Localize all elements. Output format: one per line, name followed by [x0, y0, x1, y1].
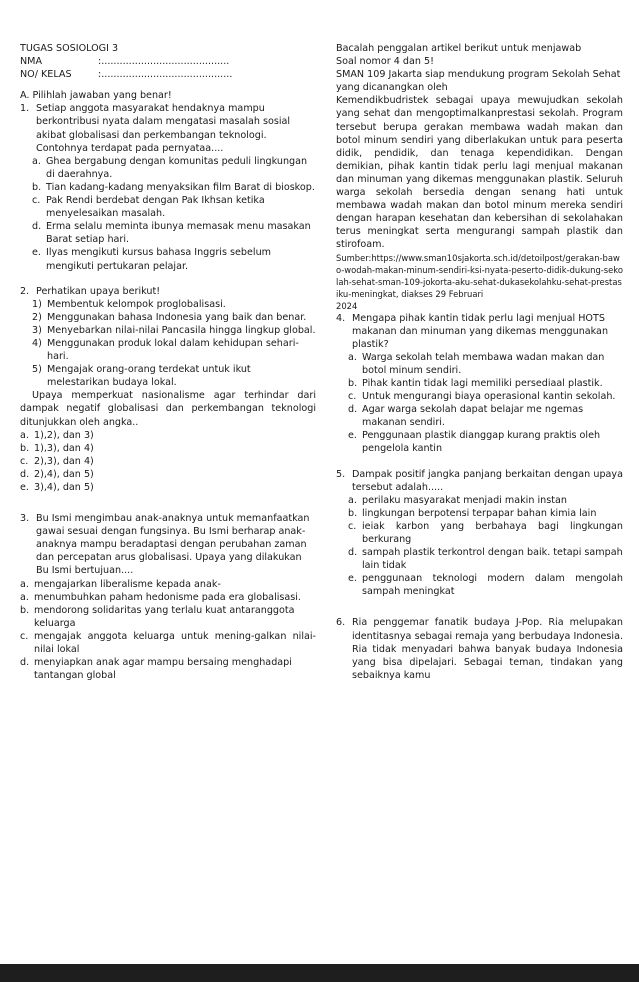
option [336, 377, 623, 390]
worksheet-title: TUGAS SOSIOLOGI 3 [20, 43, 119, 54]
option-text: mengajak anggota keluarga untuk mening-galkan nilai-nilai lokal [34, 630, 316, 656]
option-label: d. [348, 404, 358, 416]
option-text: Erma selalu meminta ibunya memasak menu masakan Barat setiap hari. [46, 221, 311, 246]
source-url: https://www.sman10sjakorta.sch.id/detoilpost/gerakan-bawo-wodah-makan-minum-sendiri-ksi-nyata-peserto-didik-dukung-sekolah-sehat-sman-109-jokorta-aku-sehat-dukasekolahku-sehat-prestasiku-meningkat, diakses 29 Februari [336, 252, 623, 299]
question-4 [336, 312, 623, 351]
question-3 [20, 512, 316, 577]
option-label: a. [348, 494, 357, 506]
question-text: Dampak positif jangka panjang berkaitan dengan upaya tersebut adalah..... [352, 468, 623, 493]
statement-text: Menggunakan produk lokal dalam kehidupan sehari-hari. [47, 337, 299, 363]
option [336, 403, 623, 429]
option-label: e. [20, 482, 29, 493]
statement-label: 2) [32, 311, 42, 323]
option [336, 572, 623, 598]
option-label: a. [20, 429, 29, 441]
option-text: Penggunaan plastik dianggap kurang praktis oleh pengelola kantin [362, 430, 601, 455]
option-label: a. [348, 351, 357, 363]
statement-text: Menyebarkan nilai-nilai Pancasila hingga lingkup global. [47, 324, 316, 336]
option-label: e. [32, 247, 41, 259]
option [20, 181, 316, 194]
option [336, 507, 623, 520]
option [20, 455, 316, 468]
option-label: b. [20, 442, 30, 454]
option-text: menyiapkan anak agar mampu bersaing menghadapi tantangan global [34, 657, 292, 682]
option-label: a. [20, 578, 29, 590]
option-label: e. [348, 430, 357, 442]
nma-row [20, 55, 316, 68]
question-5 [336, 468, 623, 494]
option-text: sampah plastik terkontrol dengan baik. tetapi sampah lain tidak [362, 547, 623, 572]
option [20, 604, 316, 630]
question-text: Mengapa pihak kantin tidak perlu lagi menjual HOTS makanan dan minuman yang dikemas menggunakan plastik? [352, 312, 609, 350]
option [20, 194, 316, 220]
reading-instruction: Bacalah penggalan artikel berikut untuk menjawab [336, 43, 582, 54]
option-text: Tian kadang-kadang menyaksikan film Barat di bioskop. [46, 181, 315, 193]
option-text: perilaku masyarakat menjadi makin instan [362, 494, 567, 506]
option-label: b. [20, 604, 30, 616]
option-text: Ilyas mengikuti kursus bahasa Inggris sebelum mengikuti pertukaran pelajar. [46, 247, 271, 272]
question-2 [20, 285, 316, 298]
option [20, 468, 316, 481]
question-number: 2. [20, 285, 30, 297]
question-6 [336, 616, 623, 681]
section-a-heading: A. Pilihlah jawaban yang benar! [20, 90, 172, 102]
question-text: Bu Ismi mengimbau anak-anaknya untuk memanfaatkan gawai sesuai dengan fungsinya. Bu Ismi berharap anak-anaknya mampu beradaptasi dengan perubahan zaman dan percepatan arus globalisasi. Upaya yang dilakukan Bu Ismi bertujuan.... [36, 513, 310, 577]
option-label: d. [348, 547, 358, 559]
statement-text: Menggunakan bahasa Indonesia yang baik dan benar. [47, 311, 307, 323]
option-text: Agar warga sekolah dapat belajar me ngemas makanan sendiri. [362, 404, 584, 429]
option [20, 578, 316, 591]
option-label: b. [32, 181, 42, 193]
nma-blank: :.......................................... [98, 56, 230, 68]
option-text: ieiak karbon yang berbahaya bagi lingkungan berkurang [362, 520, 623, 545]
question-text: Ria penggemar fanatik budaya J-Pop. Ria melupakan identitasnya sebagai remaja yang berbudaya Indonesia. Ria tidak menyadari bahwa banyak budaya Indonesia yang bisa dipelajari. Sebagai teman, tindakan yang sebaiknya kamu [352, 617, 623, 681]
worksheet-title-row [20, 42, 316, 55]
reading-instruction-questions: Soal nomor 4 dan 5! [336, 56, 434, 68]
statement-text: Membentuk kelompok proglobalisasi. [47, 298, 226, 310]
option [336, 429, 623, 455]
right-column [336, 42, 623, 682]
option-label: a. [20, 591, 29, 603]
no-kelas-label: NO/ KELAS [20, 69, 72, 81]
option-label: b. [348, 377, 358, 389]
article-body: Kemendikbudristek sebagai upaya mewujudkan sekolah yang sehat dan mengoptimalkanprestasi sekolah. Program tersebut berupa gerakan membawa wadah makan dan botol minum sendiri yang diberlakukan untuk para peserta didik, pendidik, dan tenaga kependidikan. Dengan demikian, pihak kantin tidak perlu lagi menjual makanan dan minuman yang dikemas menggunakan plastik. Seluruh warga sekolah bersedia dengan senang hati untuk membawa wadah makan dan botol minum mereka sendiri dengan harapan kesehatan dan kebersihan di sekolahakan terus meningkat serta mengurangi sampah plastik dan stirofoam. [336, 95, 623, 251]
option-text: mengajarkan liberalisme kepada anak- [34, 578, 221, 590]
nma-label: NMA [20, 56, 43, 68]
question-number: 1. [20, 103, 30, 115]
option [20, 155, 316, 181]
option-label: b. [348, 507, 358, 519]
left-column [20, 42, 316, 682]
option [20, 429, 316, 442]
option-text: Pihak kantin tidak lagi memiliki persediaal plastik. [362, 377, 603, 389]
option [20, 220, 316, 246]
question-number: 6. [336, 617, 346, 629]
option-label: d. [32, 221, 42, 233]
option-text: menumbuhkan paham hedonisme pada era globalisasi. [34, 591, 301, 603]
option-label: c. [348, 520, 357, 532]
statement [20, 311, 316, 324]
option [336, 494, 623, 507]
statement-label: 4) [32, 337, 42, 349]
option-label: c. [348, 391, 357, 403]
option [336, 520, 623, 546]
option-label: d. [20, 657, 30, 669]
statement [20, 324, 316, 337]
option-label: d. [20, 468, 30, 480]
statement [20, 298, 316, 311]
question-text: Setiap anggota masyarakat hendaknya mampu berkontribusi nyata dalam mengatasi masalah sosial akibat globalisasi dan perkembangan teknologi. Contohnya terdapat pada pernyataa.... [36, 103, 291, 154]
option [20, 246, 316, 272]
option-label: a. [32, 155, 41, 167]
statement-label: 1) [32, 298, 42, 310]
option [20, 591, 316, 604]
option [20, 442, 316, 455]
option-text: Untuk mengurangi biaya operasional kantin sekolah. [362, 391, 616, 403]
no-kelas-blank: :........................................... [98, 69, 233, 81]
option-label: c. [20, 455, 29, 467]
option-text: penggunaan teknologi modern dalam mengolah sampah meningkat [362, 573, 623, 598]
question-number: 3. [20, 513, 30, 525]
option-text: 3),4), dan 5) [34, 482, 94, 493]
statement [20, 337, 316, 363]
statement-label: 3) [32, 324, 42, 336]
option-text: mendorong solidaritas yang terlalu kuat antaranggota keluarga [34, 604, 295, 629]
option [336, 351, 623, 377]
source-year: 2024 [336, 300, 358, 311]
option [20, 481, 316, 494]
option-text: 2),3), dan 4) [34, 455, 94, 467]
option-label: c. [32, 195, 41, 207]
article-source [336, 252, 623, 300]
no-kelas-row [20, 68, 316, 81]
option [20, 630, 316, 656]
option-text: 2),4), dan 5) [34, 468, 94, 480]
question-1 [20, 102, 316, 154]
statement [20, 363, 316, 389]
option-text: Pak Rendi berdebat dengan Pak Ikhsan ketika menyelesaikan masalah. [46, 195, 265, 220]
option-text: lingkungan berpotensi terpapar bahan kimia lain [362, 507, 597, 519]
option-text: Warga sekolah telah membawa wadan makan dan botol minum sendiri. [362, 351, 605, 376]
option [336, 390, 623, 403]
option-label: c. [20, 630, 29, 642]
question-number: 5. [336, 468, 346, 480]
source-label: Sumber: [336, 252, 372, 263]
bottom-edge-bar [0, 964, 639, 982]
option-text: 1),3), dan 4) [34, 442, 94, 454]
option [20, 656, 316, 682]
option-text: 1),2), dan 3) [34, 429, 94, 441]
question-stem: Upaya memperkuat nasionalisme agar terhindar dari dampak negatif globalisasi dan perkembangan teknologi ditunjukkan oleh angka.. [20, 390, 316, 428]
question-text: Perhatikan upaya berikut! [36, 285, 161, 297]
statement-label: 5) [32, 364, 42, 376]
option [336, 546, 623, 572]
statement-text: Mengajak orang-orang terdekat untuk ikut melestarikan budaya lokal. [47, 364, 251, 389]
article-title: SMAN 109 Jakarta siap mendukung program Sekolah Sehat yang dicanangkan oleh [336, 69, 621, 94]
option-label: e. [348, 573, 357, 585]
option-text: Ghea bergabung dengan komunitas peduli lingkungan di daerahnya. [46, 155, 308, 180]
question-number: 4. [336, 312, 346, 324]
